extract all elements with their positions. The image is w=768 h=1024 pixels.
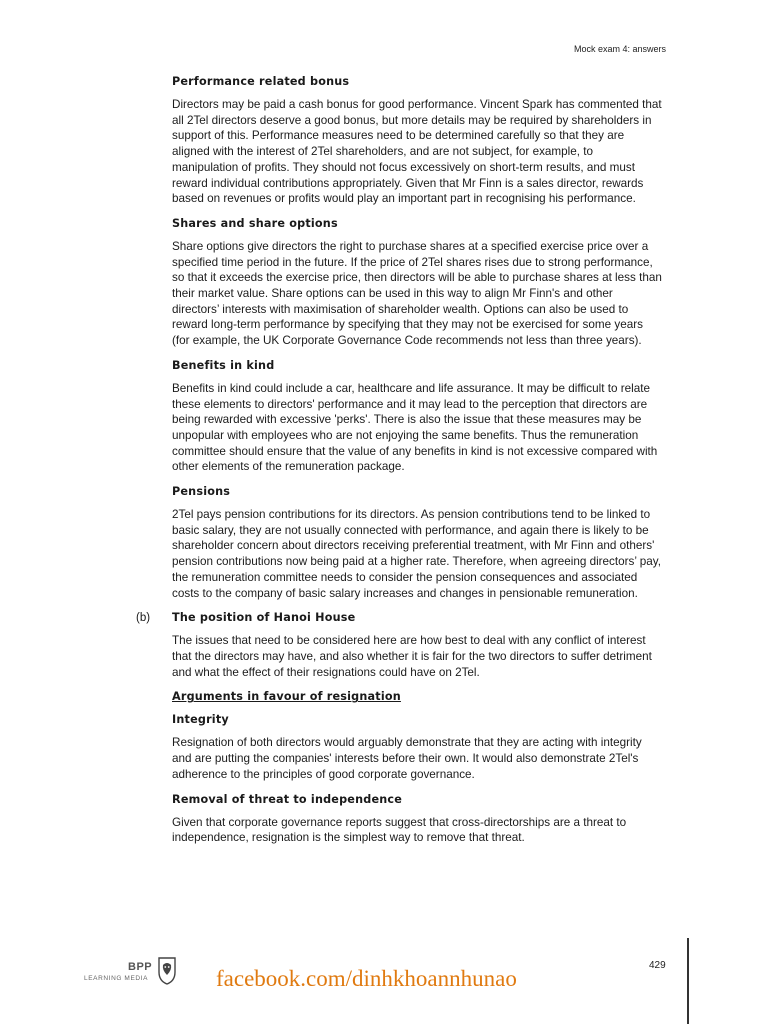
logo-subtitle: LEARNING MEDIA	[84, 975, 149, 982]
paragraph: 2Tel pays pension contributions for its directors. As pension contributions tend to be linked to basic salary, they are not usually connected with performance, and again there is likely to be shareholder concern about directors receiving preferential treatment, with Mr Finn and others' pension contributions now being paid at a higher rate. Therefore, when agreeing directors’ pay, the remuneration committee needs to consider the pension consequences and associated costs to the company of basic salary increases and changes in pensionable remuneration.	[172, 508, 662, 600]
section-performance-bonus	[172, 74, 662, 207]
paragraph: Given that corporate governance reports suggest that cross-directorships are a threat to independence, resignation is the simplest way to remove that threat.	[172, 815, 627, 845]
section-pensions	[172, 484, 662, 601]
paragraph: Share options give directors the right to purchase shares at a specified exercise price over a specified time period in the future. If the price of 2Tel shares rises due to strong performance, so that it exceeds the exercise price, then directors will be able to purchase shares at less than their market value. Share options can be used in this way to align Mr Finn's and other directors’ interests with maximisation of shareholder wealth. Options can also be used to reward long-term performance by specifying that they may not be exercised for some years (for example, the UK Corporate Governance Code recommends not less than three years).	[172, 239, 662, 348]
section-heading: Arguments in favour of resignation	[172, 690, 401, 704]
running-header: Mock exam 4: answers	[573, 44, 666, 54]
part-label: (b)	[136, 612, 151, 625]
section-arguments-for-resignation	[172, 689, 662, 705]
section-heading: Pensions	[172, 485, 231, 499]
paragraph: Benefits in kind could include a car, healthcare and life assurance. It may be difficult to relate these elements to directors' performance and it may lead to the perception that directors are being rewarded with excessive 'perks'. There is also the issue that these measures may be unpopular with employees who are not enjoying the same benefits. Thus the remuneration committee should ensure that the value of any benefits in kind is not excessive compared with other elements of the remuneration package.	[172, 381, 658, 474]
section-heading: Removal of threat to independence	[172, 792, 403, 806]
section-share-options	[172, 216, 662, 349]
paragraph: Directors may be paid a cash bonus for good performance. Vincent Spark has commented that all 2Tel directors deserve a good bonus, but more details may be required by shareholders in support of this. Performance measures need to be determined carefully so that they are aligned with the interest of 2Tel shareholders, and are not subject, for example, to manipulation of profits. They should not focus excessively on short-term results, and must reward individual contributions appropriately. Given that Mr Finn is a sales director, rewards based on revenues or profits would play an important part in recognising his performance.	[172, 98, 662, 206]
section-benefits-in-kind	[172, 358, 662, 475]
section-heading: Shares and share options	[172, 216, 338, 230]
section-hanoi-house	[136, 610, 662, 680]
section-heading: Benefits in kind	[172, 358, 275, 372]
section-heading: Integrity	[172, 713, 229, 727]
page-number: 429	[649, 960, 666, 971]
section-heading: Performance related bonus	[172, 75, 350, 88]
paragraph: The issues that need to be considered here are how best to deal with any conflict of interest that the directors may have, and also whether it is fair for the two directors to suffer detriment and what the effect of their resignations could have on 2Tel.	[172, 634, 652, 679]
section-removal-of-threat	[172, 792, 662, 846]
publisher-logo	[84, 955, 164, 995]
logo-brand: BPP	[128, 961, 153, 973]
section-integrity	[172, 712, 662, 782]
page-edge-rule	[687, 938, 689, 1024]
lion-icon	[156, 955, 178, 985]
watermark-link: facebook.com/dinhkhoannhunao	[216, 966, 517, 991]
section-heading: The position of Hanoi House	[172, 611, 356, 625]
paragraph: Resignation of both directors would arguably demonstrate that they are acting with integrity and are putting the companies' interests before their own. It would also demonstrate 2Tel's adherence to the principles of good corporate governance.	[172, 736, 642, 781]
page-content	[136, 74, 662, 855]
